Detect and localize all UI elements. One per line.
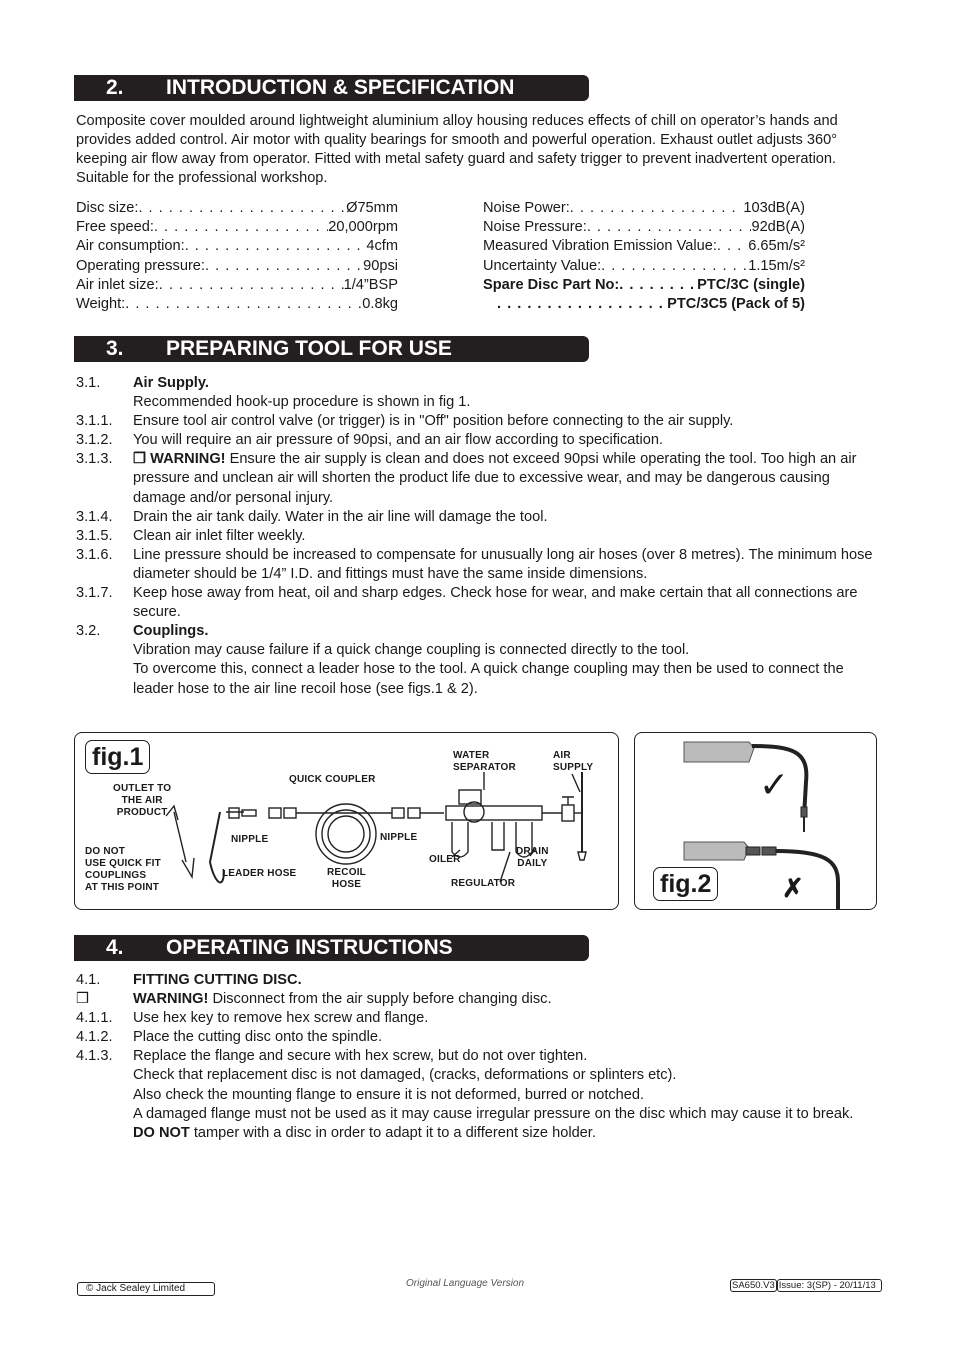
spec-label: Disc size: [76,200,139,216]
item-text [133,584,876,622]
item-number [76,641,133,660]
spec-label: Air consumption: [76,238,185,255]
list-item [76,412,876,431]
spec-label: Spare Disc Part No: [483,276,620,293]
item-number [76,1105,133,1143]
spec-leader [601,257,748,276]
issue-ref: Issue: 3(SP) - 20/11/13 [777,1279,882,1292]
item-text [133,374,876,393]
item-body: Use hex key to remove hex screw and flange. [133,1010,429,1027]
item-text [133,641,876,660]
fig2-panel [634,732,877,910]
item-number: 3.1.7. [76,585,113,602]
quick-coupler-label: QUICK COUPLER [289,774,376,785]
section-title: PREPARING TOOL FOR USE [166,337,452,360]
item-number [76,660,133,698]
item-body: Disconnect from the air supply before changing disc. [208,991,552,1008]
spec-value: PTC/3C (single) [697,276,805,293]
model-ref: SA650.V3 [732,1280,775,1291]
item-text [133,1028,871,1047]
spec-row [483,276,805,295]
item-text [133,450,876,507]
item-number [76,393,133,412]
regulator-label: REGULATOR [451,878,516,889]
item-text [133,431,876,450]
item-text [133,508,876,527]
item-body: Place the cutting disc onto the spindle. [133,1029,383,1046]
spec-value: 0.8kg [362,296,398,313]
footer-reference [730,1280,882,1292]
spec-leader [205,257,363,276]
section-number: 4. [106,936,124,959]
item-body: FITTING CUTTING DISC. [133,972,302,988]
spec-leader [159,276,344,295]
nipple-label-right: NIPPLE [380,832,418,843]
leader-hose-label: LEADER HOSE [222,868,297,879]
item-number: 3.1.2. [76,432,113,449]
spec-row [483,199,805,218]
spec-row [76,276,398,295]
item-number: ❒ [76,991,90,1008]
section-4-body [76,971,871,1143]
item-body: Check that replacement disc is not damaged, (cracks, deformations or splinters etc). [133,1067,677,1084]
item-number: 4.1.1. [76,1010,113,1027]
list-item [76,450,876,507]
intro-paragraph: Composite cover moulded around lightweight aluminium alloy housing reduces effects of chill on operator’s hands and provides added control. Air motor with quality bearings for smooth and powerful operation. Exhaust outlet adjusts 360° keeping air flow away from operator. Fitted with metal safety guard and safety trigger to prevent inadvertent operation. Suitable for the professional workshop. [76,113,838,186]
item-number: 3.1.5. [76,527,113,544]
spec-leader [717,237,748,256]
list-item [76,990,871,1009]
item-text [133,527,876,546]
fig2-label: fig.2 [653,867,718,901]
spec-value: 92dB(A) [751,219,805,236]
spec-label: Free speed: [76,219,154,236]
spec-leader [587,218,752,237]
item-body: Also check the mounting flange to ensure it is not deformed, burred or notched. [133,1086,645,1103]
spec-label: Weight: [76,296,126,313]
item-number: 4.1.2. [76,1029,113,1046]
spec-row [483,257,805,276]
item-number: 3.1.6. [76,546,113,563]
item-number [76,1086,133,1105]
item-body: Line pressure should be increased to compensate for unusually long air hoses (over 8 metres). The minimum hose diameter should be 1/4” I.D. and fittings must have the same inside dimensions. [133,546,873,582]
item-body: Vibration may cause failure if a quick change coupling is connected directly to the tool. [133,642,690,659]
spec-value: 6.65m/s² [748,238,805,255]
section-title: OPERATING INSTRUCTIONS [166,936,453,959]
item-number: 3.1.1. [76,413,113,430]
spec-leader [154,218,328,237]
item-body: Clean air inlet filter weekly. [133,527,306,544]
spec-value: 4cfm [366,238,398,255]
section-heading-4 [74,935,589,961]
water-separator-label: WATER SEPARATOR [453,750,516,773]
item-warning: WARNING! [133,991,209,1008]
spec-value: 103dB(A) [743,200,805,216]
spec-row [76,218,398,237]
spec-row [483,295,805,314]
nipple-label-left: NIPPLE [231,834,269,845]
spec-leader [125,295,362,314]
list-item [76,660,876,698]
section-title: INTRODUCTION & SPECIFICATION [166,76,515,99]
list-item [76,584,876,622]
outlet-label: OUTLET TO THE AIR PRODUCT [113,783,172,818]
spec-leader [619,276,697,295]
spec-value: 1.15m/s² [748,257,805,274]
item-text [133,660,876,698]
spec-leader [570,199,744,218]
list-item [76,1086,871,1105]
item-text [133,990,871,1009]
spec-row [483,237,805,256]
list-item [76,971,871,990]
spec-row [76,295,398,314]
list-item [76,1009,871,1028]
item-number: 4.1. [76,972,101,988]
list-item [76,641,876,660]
spec-label: Air inlet size: [76,276,159,293]
item-text [133,971,871,990]
item-body-end: tamper with a disc in order to adapt it to a different size holder. [189,1124,596,1141]
spec-value: 20,000rpm [328,219,398,236]
drain-daily-label: DRAIN DAILY [516,846,549,869]
footer-language: Original Language Version [406,1278,525,1289]
item-text [133,1066,871,1085]
item-text [133,622,876,641]
item-body: Drain the air tank daily. Water in the air line will damage the tool. [133,508,548,525]
section-heading-3 [74,336,589,362]
spec-label [483,295,497,314]
item-body: A damaged flange must not be used as it may cause irregular pressure on the disc which may cause it to break. [133,1105,854,1122]
section-number: 3. [106,337,124,360]
list-item [76,527,876,546]
list-item [76,1028,871,1047]
item-body: Air Supply. [133,375,209,391]
spec-leader [185,237,367,256]
item-emphasis: DO NOT [133,1124,190,1141]
list-item [76,1066,871,1085]
item-text [133,1086,871,1105]
item-body: To overcome this, connect a leader hose to the tool. A quick change coupling may then be used to connect the leader hose to the air line recoil hose (see figs.1 & 2). [133,661,844,697]
list-item [76,374,876,393]
spec-label: Uncertainty Value: [483,257,602,274]
list-item [76,1105,871,1143]
spec-row [76,237,398,256]
item-body: Keep hose away from heat, oil and sharp edges. Check hose for wear, and make certain that all connections are secure. [133,585,858,621]
item-body: Couplings. [133,623,209,640]
list-item [76,431,876,450]
section-3-body [76,374,876,699]
copyright-text: © Jack Sealey Limited [77,1282,215,1296]
item-number [76,1066,133,1085]
spec-row [76,257,398,276]
spec-label: Noise Pressure: [483,219,587,236]
item-text [133,546,876,584]
spec-leader [138,199,346,218]
item-body: Replace the flange and secure with hex screw, but do not over tighten. [133,1048,588,1065]
spec-value: Ø75mm [346,200,398,216]
spec-label: Noise Power: [483,200,570,216]
list-item [76,508,876,527]
item-text [133,393,876,412]
list-item [76,393,876,412]
list-item [76,622,876,641]
item-number: 3.1. [76,375,101,391]
spec-value: PTC/3C5 (Pack of 5) [667,296,805,313]
spec-leader [497,295,667,314]
spec-value: 1/4”BSP [343,276,398,293]
item-warning: ❒ WARNING! [133,451,226,468]
spec-label: Operating pressure: [76,257,205,274]
item-text [133,1047,871,1066]
tick-icon: ✓ [759,764,790,805]
item-number: 3.2. [76,623,101,640]
recoil-hose-label: RECOIL HOSE [327,867,366,890]
do-not-label: DO NOT USE QUICK FIT COUPLINGS AT THIS POINT [85,846,161,893]
item-body: Recommended hook-up procedure is shown in fig 1. [133,394,471,411]
section-number: 2. [106,76,124,99]
spec-list-right [483,199,805,314]
item-text [133,1105,871,1143]
spec-row [483,218,805,237]
oiler-label: OILER [429,854,461,865]
item-text [133,1009,871,1028]
spec-row [76,199,398,218]
item-number: 3.1.4. [76,508,113,525]
section-heading-2 [74,75,589,101]
cross-icon: ✗ [782,873,804,903]
item-text [133,412,876,431]
item-body: You will require an air pressure of 90psi, and an air flow according to specification. [133,432,663,449]
item-number: 4.1.3. [76,1048,113,1065]
spec-list-left [76,199,398,314]
item-body: Ensure tool air control valve (or trigger) is in "Off" position before connecting to the air supply. [133,413,734,430]
fig1-label: fig.1 [85,740,150,774]
list-item [76,546,876,584]
air-supply-label: AIR SUPPLY [553,750,594,773]
item-number: 3.1.3. [76,451,113,468]
spec-value: 90psi [363,257,398,274]
item-body: Ensure the air supply is clean and does not exceed 90psi while operating the tool. Too high an air pressure and unclean air will shorten the product life due to excessive wear, and may be dangerous causing damage and/or personal injury. [133,451,857,506]
list-item [76,1047,871,1066]
spec-label: Measured Vibration Emission Value: [483,238,717,255]
footer-copyright [77,1282,215,1296]
fig1-panel [74,732,619,910]
